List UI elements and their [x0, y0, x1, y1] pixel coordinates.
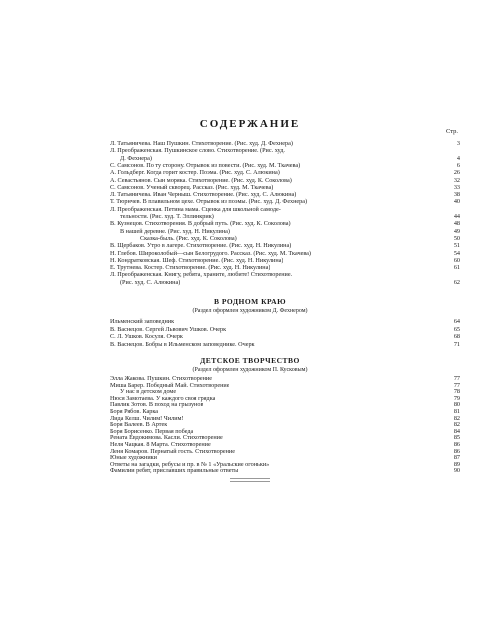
toc-entry-page: 82 [453, 414, 460, 422]
toc-entry-text: Боря Борисенко. Первая победа [110, 427, 194, 435]
toc-entry-page: 89 [453, 460, 460, 468]
toc-entry-page: 6 [456, 161, 460, 169]
toc-entry-text: Ответы на загадки, ребусы и пр. в № 1 «Уральские огоньки» [110, 460, 270, 468]
toc-entry-text: Леня Комаров. Пернатый гость. Стихотворение [110, 447, 235, 455]
toc-entry-text: Л. Преображенская. Пушкинское слово. Стихотворение. (Рис. худ. [110, 147, 285, 155]
toc-entry-text: В. Васнецов. Бобры в Ильменском заповеднике. Очерк [110, 340, 255, 348]
toc-entry-text: У нас в детском доме [120, 388, 177, 396]
toc-entry [110, 279, 460, 287]
toc-entry [110, 341, 460, 349]
toc-entry-page: 62 [453, 278, 460, 286]
toc-entry-text: Миша Барер. Победный Май. Стихотворение [110, 381, 230, 389]
toc-entry-page: 86 [453, 447, 460, 455]
toc-entry-page: 68 [453, 333, 460, 341]
toc-entry-text: Рената Евдокимова. Касли. Стихотворение [110, 434, 223, 442]
toc-entry-page: 85 [453, 434, 460, 442]
section-title-children-works: ДЕТСКОЕ ТВОРЧЕСТВО [200, 356, 300, 365]
toc-entry-page: 84 [453, 427, 460, 435]
toc-entry-text: Л. Татьяничева. Наш Пушкин. Стихотворение. (Рис. худ. Д. Фехнера) [110, 140, 293, 147]
toc-entry-text: Павлик Зотов. В поход на грызунов [110, 401, 204, 409]
toc-entry-text: (Рис. худ. С. Алюкина) [120, 278, 181, 286]
toc-entry-page: 86 [453, 441, 460, 448]
toc-entry-text: Л. Преображенская. Книгу, ребята, храните, любите! Стихотворение. [110, 271, 293, 279]
toc-entry-text: Л. Преображенская. Петина мама. Сценка для школьной самоде- [110, 205, 281, 213]
toc-entry-text: С. Самсонов. Ученый скворец. Рассказ. (Рис. худ. М. Ткачева) [110, 183, 274, 191]
toc-entry-text: Юные художники [110, 454, 157, 462]
toc-entry-text: Нюся Замотаева. У каждого своя грядка [110, 394, 216, 402]
toc-entry-text: А. Гольдберг. Когда горит костер. Поэма. (Рис. худ. С. Алюкина) [110, 169, 280, 177]
section-subtitle-native-land: (Раздел оформлен художником Д. Фехнером) [192, 308, 308, 314]
toc-entry-text: Т. Тюрнчев. В плавильном цехе. Отрывок из поэмы. (Рис. худ. Д. Фехнера) [110, 198, 308, 206]
section-title-native-land: В РОДНОМ КРАЮ [213, 297, 287, 306]
toc-entry-page: 79 [453, 394, 460, 402]
toc-entry-text: В. Кузнецов. Стихотворения. В добрый путь. (Рис. худ. К. Соколова) [110, 220, 291, 228]
toc-entry-text: С. Л. Ушков. Косуля. Очерк [110, 333, 183, 341]
toc-entry-page: 60 [453, 256, 460, 264]
page-title: СОДЕРЖАНИЕ [199, 118, 301, 130]
toc-entry-page: 77 [453, 381, 460, 389]
toc-entry-page: 65 [453, 325, 460, 333]
toc-entry-text: Д. Фехнера) [120, 154, 152, 162]
toc-entry-text: Боря Валеев. В Артек [110, 421, 168, 429]
section-subtitle-children-works: (Раздел оформлен художником П. Кусковым) [192, 367, 308, 373]
toc-entry-text: С. Самсонов. По ту сторону. Отрывок из повести. (Рис. худ. М. Ткачева) [110, 161, 301, 169]
toc-entry-page: 49 [453, 227, 460, 235]
toc-entry-page: 64 [453, 318, 460, 325]
toc-entry-text: Лида Келш. Чилим! Чилим! [110, 414, 184, 422]
toc-entry-page: 87 [453, 454, 460, 462]
toc-entry-text: Н. Глебов. Широколобый—сын Белогрудого. Рассказ. (Рис. худ. М. Ткачева) [110, 249, 311, 257]
toc-entry-text: В нашей деревне. (Рис. худ. Н. Никулина) [120, 227, 230, 235]
toc-entry-page: 26 [453, 169, 460, 177]
toc-entry-page: 77 [453, 375, 460, 382]
toc-entry-page: 54 [453, 249, 460, 257]
toc-entry [110, 467, 460, 475]
toc-entry-page: 4 [456, 154, 460, 162]
toc-entry-page: 80 [453, 401, 460, 409]
toc-entry-page: 90 [453, 467, 460, 475]
toc-entry-page: 78 [453, 388, 460, 396]
toc-entry-text: Н. Кондратковская. Шеф. Стихотворение. (Рис. худ. Н. Никулина) [110, 256, 284, 264]
toc-entry-page: 38 [453, 191, 460, 199]
toc-entry-page: 32 [453, 176, 460, 184]
toc-entry-text: Л. Татьяничева. Иван Черныш. Стихотворение. (Рис. худ. С. Алюкина) [110, 191, 297, 199]
toc-entry-page: 82 [453, 421, 460, 429]
toc-entry-page: 3 [456, 140, 460, 147]
toc-entry-text: В. Щербаков. Утро в лагере. Стихотворение. (Рис. худ. Н. Никулина) [110, 242, 292, 250]
toc-entry-page: 81 [453, 408, 460, 415]
toc-entry-page: 40 [453, 198, 460, 206]
toc-entry-page: 44 [453, 213, 460, 220]
toc-entry-page: 50 [453, 234, 460, 242]
toc-entry-text: тельности. (Рис. худ. Т. Эллинкрик) [120, 213, 214, 220]
toc-entry-page: 51 [453, 242, 460, 250]
toc-entry-text: А. Севастьянов. Сын моряка. Стихотворение. (Рис. худ. К. Соколова) [110, 176, 292, 184]
footer-ornament [230, 478, 270, 482]
toc-entry-text: Фамилии ребят, приславших правильные ответы [110, 467, 239, 475]
toc-entry-page: 71 [453, 340, 460, 348]
toc-entry-page: 33 [453, 183, 460, 191]
toc-entry-text: Ильменский заповедник [110, 318, 175, 325]
toc-entry-text: Неля Чацкая. 8 Марта. Стихотворение [110, 441, 211, 448]
toc-entry-text: Сказка-быль. (Рис. худ. К. Соколова) [140, 234, 237, 242]
toc-entry-page: 48 [453, 220, 460, 228]
toc-entry-page: 61 [453, 264, 460, 272]
toc-entry-text: Элла Жакова. Пушкин. Стихотворение [110, 375, 212, 382]
toc-entry-text: В. Васнецов. Сергей Львович Ушков. Очерк [110, 325, 227, 333]
toc-entry-text: Боря Рябов. Карка [110, 408, 158, 415]
toc-entry-text: Е. Трутнева. Костер. Стихотворение. (Рис. худ. Н. Никулина) [110, 264, 271, 272]
page-column-label: Стр. [446, 128, 459, 135]
